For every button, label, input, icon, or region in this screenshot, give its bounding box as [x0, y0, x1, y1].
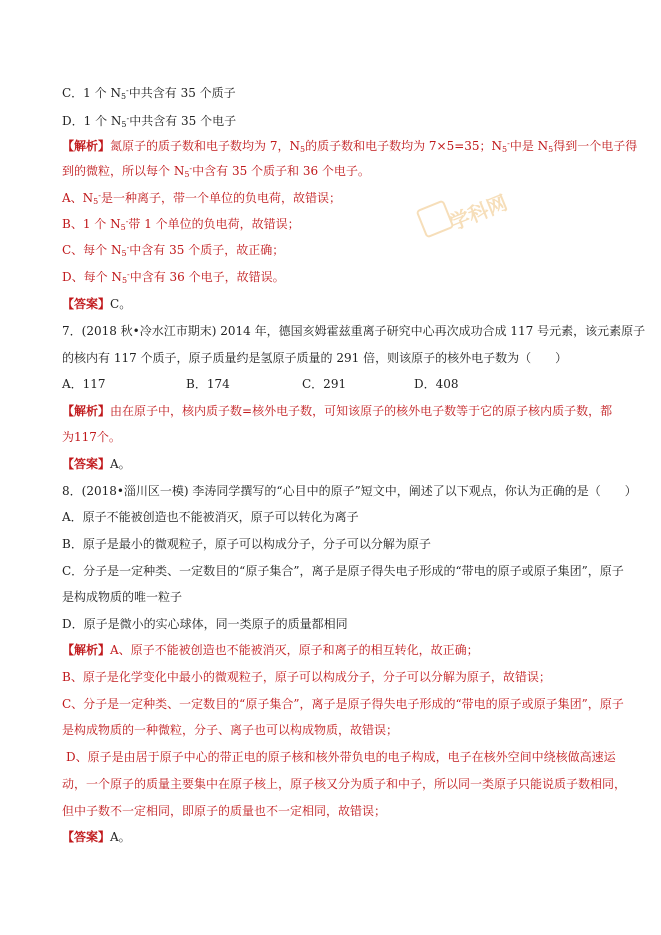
q6-analysis-d: D、每个 $N_5^-$中含有 36 个电子，故错误。: [62, 270, 285, 285]
q8-analysis-b: B、原子是化学变化中最小的微观粒子，原子可以构成分子，分子可以分解为原子，故错误；: [62, 670, 551, 684]
q6-analysis-a: A、$N_5^-$是一种离子，带一个单位的负电荷，故错误；: [62, 191, 341, 206]
q6-analysis-c: C、每个 $N_5^-$中含有 35 个质子，故正确；: [62, 243, 285, 258]
q7-analysis-line-1: 【解析】由在原子中，核内质子数=核外电子数，可知该原子的核外电子数等于它的原子核内质子数，都: [62, 404, 613, 418]
q8-option-a: A．原子不能被创造也不能被消灭，原子可以转化为离子: [62, 510, 359, 524]
q6-answer: 【答案】C。: [62, 297, 132, 311]
q8-analysis-d-line-2: 动，一个原子的质量主要集中在原子核上，原子核又分为质子和中子，所以同一类原子只能说质子数相同，: [62, 777, 627, 791]
watermark: [420, 190, 595, 240]
q8-analysis-c-line-2: 是构成物质的一种微粒，分子、离子也可以构成物质，故错误；: [62, 723, 399, 737]
q8-analysis-a: 【解析】A、原子不能被创造也不能被消灭，原子和离子的相互转化，故正确；: [62, 643, 479, 657]
q7-option-c: C．291: [302, 377, 347, 391]
q7-stem-line-2: 的核内有 117 个质子，原子质量约是氢原子质量的 291 倍，则该原子的核外电子数为（ ）: [62, 351, 568, 365]
q7-answer: 【答案】A。: [62, 457, 131, 471]
q6-option-d: D．1 个 $N_5^-$中共含有 35 个电子: [62, 114, 237, 129]
q8-option-b: B．原子是最小的微观粒子，原子可以构成分子，分子可以分解为原子: [62, 537, 431, 551]
q7-option-d: D．408: [414, 377, 459, 391]
q7-option-b: B．174: [186, 377, 230, 391]
q8-analysis-d-line-3: 但中子数不一定相同，即原子的质量也不一定相同，故错误；: [62, 804, 387, 818]
q6-analysis-b: B、1 个 $N_5^-$带 1 个单位的负电荷，故错误；: [62, 217, 300, 232]
q6-analysis-line-2: 到的微粒，所以每个 $N_5^-$中含有 35 个质子和 36 个电子。: [62, 164, 370, 179]
watermark-cap-icon: [415, 199, 454, 238]
q8-answer: 【答案】A。: [62, 830, 131, 844]
q6-option-c: C．1 个 $N_5^-$中共含有 35 个质子: [62, 86, 236, 101]
q6-analysis-line-1: 【解析】氮原子的质子数和电子数均为 7，$N_5$的质子数和电子数均为 7×5=35；$N_5^-$中是 $N_5$得到一个电子得: [62, 139, 638, 154]
q7-analysis-line-2: 为117个。: [62, 430, 121, 444]
q7-option-a: A．117: [62, 377, 106, 391]
q8-analysis-c-line-1: C、分子是一定种类、一定数目的“原子集合”，离子是原子得失电子形成的“带电的原子或原子集团”，原子: [62, 697, 624, 711]
q8-stem: 8．(2018•淄川区一模) 李涛同学撰写的“心目中的原子”短文中，阐述了以下观点，你认为正确的是（ ）: [62, 484, 637, 498]
watermark-logo: 学科网: [446, 190, 511, 236]
q7-stem-line-1: 7．(2018 秋•冷水江市期末) 2014 年，德国亥姆霍兹重离子研究中心再次成功合成 117 号元素，该元素原子: [62, 324, 646, 338]
q8-option-d: D．原子是微小的实心球体，同一类原子的质量都相同: [62, 617, 348, 631]
q8-option-c-line-2: 是构成物质的唯一粒子: [62, 590, 183, 604]
q8-option-c-line-1: C．分子是一定种类、一定数目的“原子集合”，离子是原子得失电子形成的“带电的原子或原子集团”，原子: [62, 564, 624, 578]
q8-analysis-d-line-1: D、原子是由居于原子中心的带正电的原子核和核外带负电的电子构成，电子在核外空间中绕核做高速运: [66, 750, 616, 764]
